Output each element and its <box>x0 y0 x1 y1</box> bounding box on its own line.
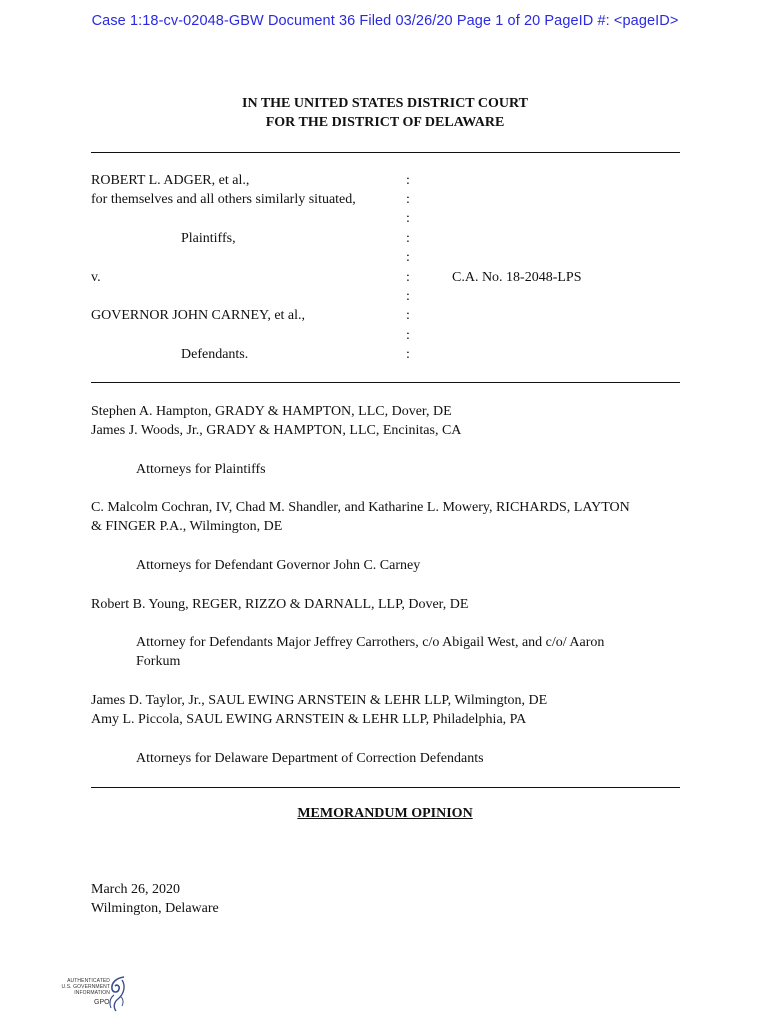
caption-top-rule <box>91 152 680 153</box>
gpo-text-line2: U.S. GOVERNMENT <box>61 984 110 990</box>
young-counsel-role-line2: Forkum <box>136 654 181 669</box>
caption-colon: : <box>406 308 410 323</box>
doc-counsel-role: Attorneys for Delaware Department of Correction Defendants <box>136 751 484 766</box>
opinion-date: March 26, 2020 <box>91 882 181 897</box>
plaintiffs-counsel-line2: James J. Woods, Jr., GRADY & HAMPTON, LLC, Encinitas, CA <box>91 423 462 438</box>
caption-colon: : <box>406 270 410 285</box>
memorandum-title: MEMORANDUM OPINION <box>297 806 473 821</box>
plaintiff-description: for themselves and all others similarly situated, <box>91 192 356 207</box>
plaintiffs-label: Plaintiffs, <box>181 231 236 246</box>
caption-colon: : <box>406 173 410 188</box>
gpo-mark-text: GPO <box>94 999 110 1006</box>
plaintiff-name: ROBERT L. ADGER, et al., <box>91 173 250 188</box>
gpo-text-line3: INFORMATION <box>74 990 110 996</box>
caption-colon: : <box>406 231 410 246</box>
counsel-bottom-rule <box>91 787 680 788</box>
court-title-line2: FOR THE DISTRICT OF DELAWARE <box>265 115 505 130</box>
caption-colon: : <box>406 347 410 362</box>
caption-colon: : <box>406 192 410 207</box>
caption-bottom-rule <box>91 382 680 383</box>
caption-colon: : <box>406 250 410 265</box>
caption-colon: : <box>406 328 410 343</box>
case-number: C.A. No. 18-2048-LPS <box>452 270 582 285</box>
carney-counsel-role: Attorneys for Defendant Governor John C. Carney <box>136 558 421 573</box>
young-counsel-role-line1: Attorney for Defendants Major Jeffrey Carrothers, c/o Abigail West, and c/o/ Aaron <box>136 635 605 650</box>
doc-counsel-line2: Amy L. Piccola, SAUL EWING ARNSTEIN & LEHR LLP, Philadelphia, PA <box>91 712 527 727</box>
doc-counsel-line1: James D. Taylor, Jr., SAUL EWING ARNSTEIN & LEHR LLP, Wilmington, DE <box>91 693 548 708</box>
court-title <box>0 94 770 132</box>
court-title-line1: IN THE UNITED STATES DISTRICT COURT <box>242 96 528 111</box>
opinion-location: Wilmington, Delaware <box>91 901 219 916</box>
caption-colon: : <box>406 289 410 304</box>
plaintiffs-counsel-line1: Stephen A. Hampton, GRADY & HAMPTON, LLC, Dover, DE <box>91 404 452 419</box>
plaintiffs-counsel-role: Attorneys for Plaintiffs <box>136 462 266 477</box>
versus-label: v. <box>91 270 101 285</box>
young-counsel-line1: Robert B. Young, REGER, RIZZO & DARNALL, LLP, Dover, DE <box>91 597 469 612</box>
case-header-stamp: Case 1:18-cv-02048-GBW Document 36 Filed 03/26/20 Page 1 of 20 PageID #: <pageID> <box>91 13 679 29</box>
defendants-label: Defendants. <box>181 347 249 362</box>
gpo-authentication-logo <box>44 972 130 1018</box>
gpo-authentication-text <box>44 978 110 996</box>
gpo-text-line1: AUTHENTICATED <box>67 978 110 984</box>
eagle-icon <box>102 974 128 1014</box>
caption-colon: : <box>406 211 410 226</box>
carney-counsel-line1: C. Malcolm Cochran, IV, Chad M. Shandler, and Katharine L. Mowery, RICHARDS, LAYTON <box>91 500 630 515</box>
carney-counsel-line2: & FINGER P.A., Wilmington, DE <box>91 519 283 534</box>
defendant-name: GOVERNOR JOHN CARNEY, et al., <box>91 308 306 323</box>
